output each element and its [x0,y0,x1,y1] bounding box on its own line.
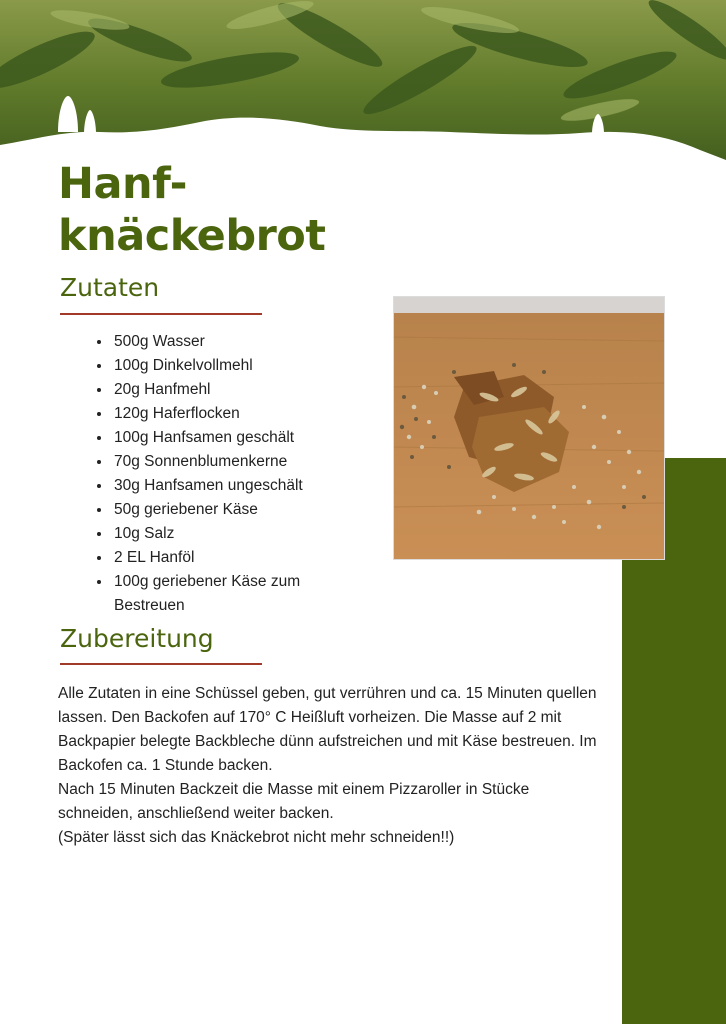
list-item: • 20g Hanfmehl [112,378,372,402]
list-item: • 70g Sonnenblumenkerne [112,450,372,474]
ingredients-underline [60,313,262,315]
preparation-paragraph: Nach 15 Minuten Backzeit die Masse mit einem Pizzaroller in Stücke schneiden, anschließend weiter backen. [58,781,530,822]
list-item: • 100g geriebener Käse zum Bestreuen [112,570,372,618]
list-item: • 30g Hanfsamen ungeschält [112,474,372,498]
list-item: • 50g geriebener Käse [112,498,372,522]
list-item: • 500g Wasser [112,330,372,354]
list-item: • 2 EL Hanföl [112,546,372,570]
ingredients-list [92,330,372,618]
title-line-1: Hanf- [58,159,187,209]
list-item: • 10g Salz [112,522,372,546]
list-item: • 100g Hanfsamen geschält [112,426,372,450]
preparation-heading: Zubereitung [60,624,214,653]
list-item: • 120g Haferflocken [112,402,372,426]
preparation-paragraph: Alle Zutaten in eine Schüssel geben, gut verrühren und ca. 15 Minuten quellen lassen. Den Backofen auf 170° C Heißluft vorheizen. Die Masse auf 2 mit Backpapier belegte Backbleche dünn aufstreichen und mit Käse bestreuen. Im Backofen ca. 1 Stunde backen. [58,685,597,774]
list-item: • 100g Dinkelvollmehl [112,354,372,378]
ingredients-heading: Zutaten [60,273,160,302]
preparation-paragraph: (Später lässt sich das Knäckebrot nicht mehr schneiden!!) [58,829,455,846]
header-hemp-photo [0,0,726,175]
preparation-underline [60,663,262,665]
page-title [58,158,325,262]
title-line-2: knäckebrot [58,211,326,261]
preparation-text [58,682,598,850]
crispbread-photo [394,297,664,559]
